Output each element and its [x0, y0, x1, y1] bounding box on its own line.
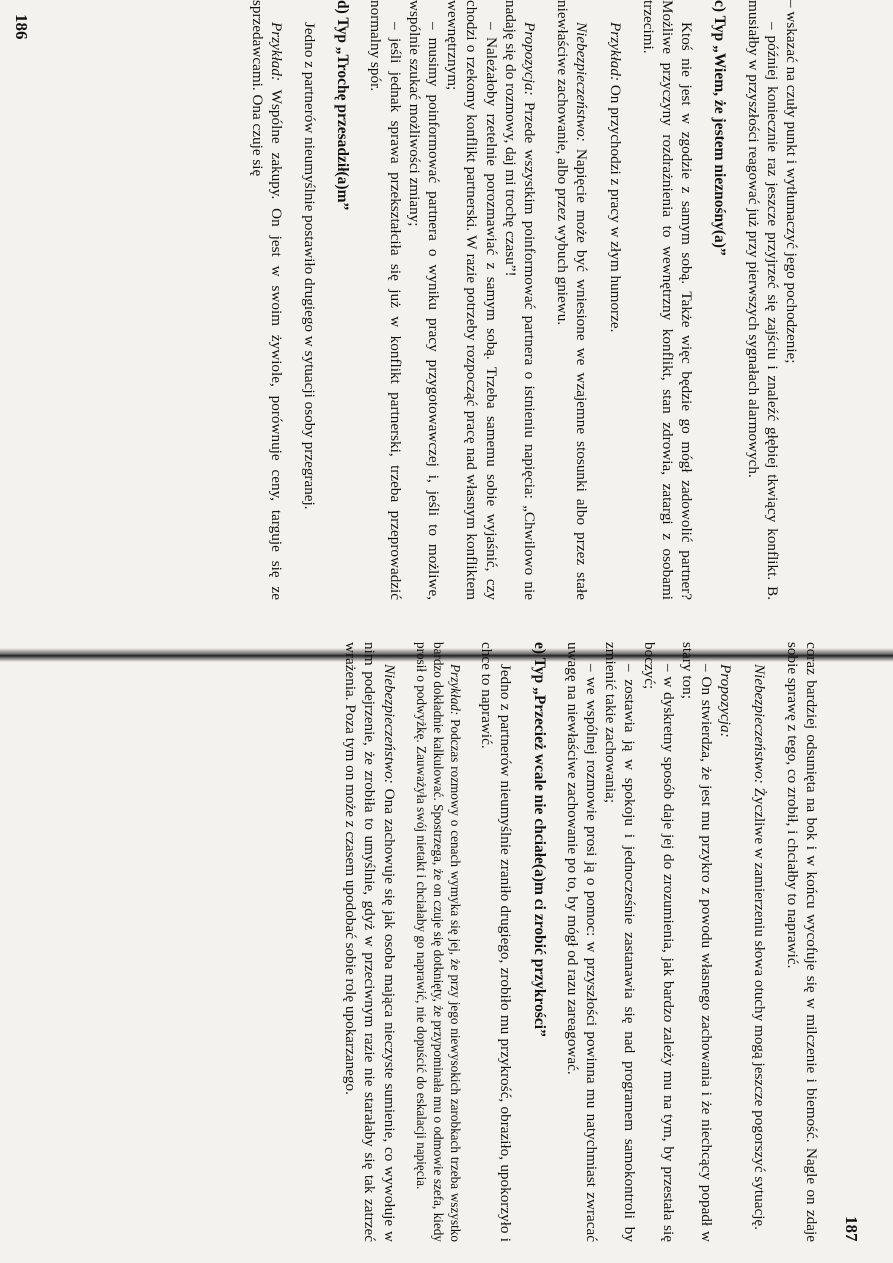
section-e-body: Jedno z partnerów nieumyślnie zraniło drugiego, zrobiło mu przykrość, obraziło, upokorzyło i chce to naprawić.: [478, 642, 515, 1242]
left-page-text: [247, 0, 801, 600]
section-c-example: Przykład: On przychodzi z pracy w złym humorze.: [606, 22, 624, 333]
section-c-proposal: Propozycja: Przede wszystkim poinformować partnera o istnieniu napięcia: „Chwilowo nie nadaję się do rozmowy, daj mi trochę czasu”!: [501, 0, 538, 600]
proposal-item: – we wspólnej rozmowie prosi ją o pomoc: w przyszłości powinna mu natychmiast zwracać uwagę na niewłaściwe zachowanie po to, by mógł od razu zareagować.: [563, 642, 600, 1242]
page-number: 187: [842, 1216, 861, 1242]
intro-item: – później koniecznie raz jeszcze przyjrzeć się zajściu i znaleźć głębiej tkwiący konflikt. B. musiałby w przyszłości reagować już przy pierwszych sygnałach alarmowych.: [744, 0, 781, 600]
section-c-danger: Niebezpieczeństwo: Napięcie może być wniesione we wzajemne stosunki albo przez stałe niewłaściwe zachowanie, albo przez wybuch gniewu.: [554, 0, 591, 600]
proposal-item: – Należałoby rzetelnie porozmawiać z samym sobą. Trzeba samemu sobie wyjaśnić, czy chodzi o rzekomy konflikt partnerski. W razie potrzeby rozpocząć pracę nad własnym konfliktem wewnętrznym;: [444, 0, 500, 600]
section-d-body: Jedno z partnerów nieumyślnie postawiło drugiego w sytuacji osoby przegranej.: [300, 22, 318, 510]
intro-text: coraz bardziej odsunięta na bok i w końcu wycofuje się w milczenie i biemość. Nagle on zdaje sobie sprawę z tego, co zrobił, i chciałby to naprawić.: [783, 642, 820, 1242]
intro-item: – wskazać na czuły punkt i wytłumaczyć jego pochodzenie;: [783, 0, 800, 364]
proposal-item: – On stwierdza, że jest mu przykro z powodu własnego zachowania i że niechcący popadł w stary ton;: [678, 642, 716, 1242]
proposal-label: Propozycja:: [717, 664, 735, 738]
section-e-example: Przykład: Podczas rozmowy o cenach wymyka się jej, że przy jego niewysokich zarobkach trzeba wszystko bardzo dokładnie kalkulować. Spostrzega, że on czuje się dotknięty, że przypominała mu o odmowie szefa, kiedy prosił o podwyżkę. Zauważyła swój nietakt i chciałaby go naprawić, nie dopuścić do eskalacji napięcia.: [414, 642, 463, 1242]
section-c-body: Ktoś nie jest w zgodzie z samym sobą. Także więc będzie go mógł zadowolić partner? Możliwe przyczyny rozdrażnienia to wewnętrzny konflikt, stan zdrowia, zatargi z osobami trzecimi.: [639, 0, 696, 600]
danger-text: Niebezpieczeństwo: Życzliwe w zamierzeniu słowa otuchy mogą jeszcze pogorszyć sytuację.: [750, 664, 768, 1230]
section-e-title: e) Typ „Przecież wcale nie chciałe(a)m ci zrobić przykrości”: [530, 642, 548, 1037]
right-page-text: [341, 642, 821, 1242]
proposal-item: – zostawia ją w spokoju i jednocześnie zastanawia się nad programem samokontroli by zmienić takie zachowania;: [602, 642, 639, 1242]
proposal-item: – w dyskretny sposób daje jej do zrozumienia, jak bardzo zależy mu na tym, by przestała się boczyć;: [640, 642, 677, 1242]
page-number: 186: [12, 14, 31, 40]
section-c-title: c) Typ „Wiem, że jestem nieznośny(a)”: [711, 0, 729, 256]
section-e-danger: Niebezpieczeństwo: Ona zachowuje się jak osoba mająca nieczyste sumienie, co wywołuje w nim podejrzenie, że zrobiła to umyślnie, gdyż w przeciwnym razie nie starałaby się tak zatrzeć wrażenia. Poza tym on może z czasem upodobać sobie rolę upokarzanego.: [342, 642, 398, 1242]
proposal-item: – jeśli jednak sprawa przekształciła się już w konflikt partnerski, trzeba przeprowadzić normalny spór.: [367, 0, 404, 600]
section-d-example: Przykład: Wspólne zakupy. On jest w swoim żywiole, porównuje ceny, targuje się ze sprzedawcami. Ona czuje się: [248, 0, 285, 600]
right-page: [0, 632, 893, 1263]
proposal-item: – musimy poinformować partnera o wyniku pracy przygotowawczej i, jeśli to możliwe, wspólnie szukać możliwości zmiany;: [405, 0, 442, 600]
left-page: [0, 0, 893, 631]
section-d-title: d) Typ „Trochę przesadził(a)m”: [334, 0, 352, 211]
